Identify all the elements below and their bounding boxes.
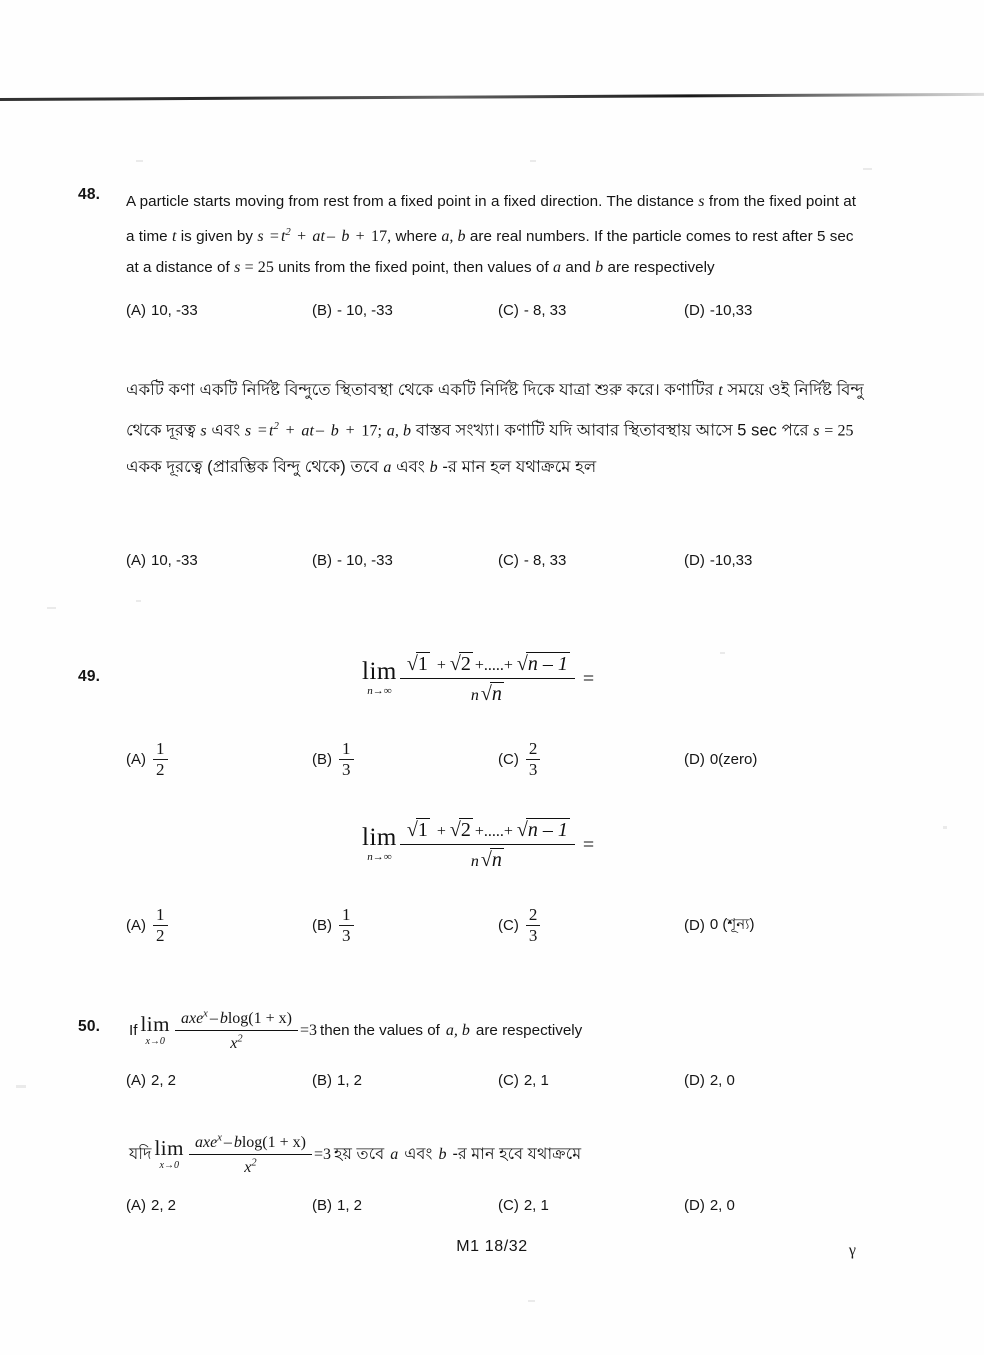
q50-en-option-b-label: (B) [312, 1072, 332, 1089]
sqrt-2-radicand-2: 2 [460, 819, 471, 841]
q50-en-option-a-value: 2, 2 [151, 1072, 177, 1089]
q48-bn-eq-b: b [330, 422, 339, 440]
question-49-options-bengali [126, 906, 886, 945]
limit-equals: = [582, 667, 595, 690]
q49-bn-option-a-numerator: 1 [156, 905, 165, 924]
q48-bn-l2c: বাস্তব সংখ্যা। কণাটি যদি আবার [415, 421, 620, 440]
numerator-ellipsis: +.....+ [474, 657, 513, 674]
q50-bn-option-c-value: 2, 1 [523, 1197, 549, 1214]
q48-en-l2d: are real numbers. If the [469, 228, 629, 246]
q50-en-option-c-value: 2, 1 [523, 1072, 549, 1089]
question-49-formula-english [362, 652, 594, 706]
q48-bn-l3c: -র মান হল [442, 458, 512, 477]
sqrt-n-minus-1-icon: √n – 1 [516, 819, 568, 841]
q48-en-option-c-label: (C) [498, 302, 519, 319]
q48-bn-eq-t: t [269, 422, 274, 440]
sqrt-n-icon: √n [480, 683, 502, 705]
q49-en-option-b-label: (B) [312, 750, 332, 768]
q48-bn-option-b-value: - 10, -33 [337, 552, 393, 569]
q50-bn-den-exponent: 2 [251, 1157, 257, 1169]
question-50-number: 50. [78, 1018, 101, 1035]
scan-speck [528, 1300, 535, 1302]
q50-en-num-exponent: x [203, 1008, 208, 1020]
q50-bn-option-d[interactable] [684, 1197, 874, 1214]
q50-en-limit-subscript: x→0 [145, 1035, 165, 1047]
question-48-bengali-text [126, 372, 868, 486]
sqrt-1-icon: √1 [406, 819, 428, 841]
limit-denominator-2 [400, 844, 575, 872]
q48-bn-option-b-label: (B) [312, 552, 332, 569]
q48-en-eq-t: t [280, 228, 286, 246]
limit-equals-2: = [582, 833, 595, 856]
q48-bn-option-a-label: (A) [126, 552, 146, 569]
q49-en-option-d-value: 0(zero) [709, 750, 758, 768]
q48-en-option-d-label: (D) [684, 302, 705, 319]
q48-bn-option-d-label: (D) [684, 552, 705, 569]
q49-bn-option-a-denominator: 2 [153, 925, 168, 945]
q48-en-eq-assign: = [269, 228, 279, 246]
q48-en-eq-plus1: + [297, 228, 307, 246]
q48-bn-eq-s: s [244, 422, 252, 440]
q48-bn-option-c-label: (C) [498, 552, 519, 569]
q50-bn-num-a: a [194, 1134, 203, 1151]
q48-en-option-a-label: (A) [126, 302, 146, 319]
sqrt-n-radicand: n [491, 683, 502, 705]
q49-bn-option-c[interactable] [498, 906, 684, 945]
sqrt-1-icon: √1 [406, 653, 428, 675]
q48-en-option-c[interactable] [498, 302, 684, 319]
q50-en-denominator [175, 1030, 298, 1053]
q48-bn-l3-eq: = 25 [824, 422, 854, 440]
q49-en-option-a-numerator: 1 [156, 739, 165, 758]
limit-subscript: n→∞ [367, 685, 392, 698]
q49-bn-option-c-numerator: 2 [528, 905, 538, 924]
q50-bn-numerator [189, 1132, 312, 1154]
q50-bn-var-b: b [438, 1145, 447, 1163]
q48-bn-option-c-value: - 8, 33 [523, 552, 567, 569]
q48-en-eq-plus2: + [355, 228, 365, 246]
q49-bn-option-b[interactable] [312, 906, 498, 945]
q48-en-eq-minus: – [326, 228, 336, 246]
q48-en-eq-t-exponent: 2 [285, 227, 291, 238]
q48-bn-eq-t-exponent: 2 [273, 421, 279, 432]
q50-bn-limit [154, 1132, 331, 1177]
q50-bn-and: এবং [404, 1145, 433, 1163]
q50-bn-suffix-a: হয় তবে [334, 1145, 385, 1163]
q48-en-l2b: is given by [180, 228, 254, 246]
scan-artifact-top-rule [0, 93, 984, 101]
q48-bn-var-s: s [200, 422, 207, 440]
q50-bn-limit-op-label: lim [154, 1135, 184, 1160]
q50-bn-option-d-value: 2, 0 [709, 1197, 735, 1214]
sqrt-1-radicand-2: 1 [417, 819, 428, 841]
q50-en-option-d-label: (D) [684, 1072, 705, 1089]
q49-en-option-c-numerator: 2 [528, 739, 538, 758]
q49-en-option-c-fraction [526, 740, 541, 779]
q50-en-option-c[interactable] [498, 1072, 684, 1089]
q48-en-vars-ab: a, b [441, 228, 466, 246]
sqrt-n-radicand-2: n [491, 849, 502, 871]
q48-bn-eq-plus2: + [345, 422, 355, 440]
q49-en-option-a-denominator: 2 [153, 759, 168, 779]
q50-en-limit [140, 1008, 317, 1053]
q48-en-option-d[interactable] [684, 302, 874, 319]
q48-en-l1a: A particle starts moving from rest from a fixed point in a fixed direction. The distance [126, 193, 694, 210]
q48-bn-l3-and: এবং [396, 458, 425, 477]
q48-bn-l1a: একটি কণা একটি নির্দিষ্ট বিন্দুতে স্থিতাবস্থা থেকে একটি নির্দিষ্ট দিকে যাত্রা শুরু করে। কণাটির [126, 381, 714, 399]
q48-bn-l3-var-s: s [813, 422, 820, 440]
limit-operator-2 [362, 825, 397, 864]
q49-en-option-d-label: (D) [684, 750, 705, 768]
q48-bn-l2b: এবং [211, 421, 241, 440]
q50-bn-num-minus: – [223, 1134, 232, 1151]
scan-speck [530, 160, 536, 162]
denominator-n-2: n [470, 853, 479, 870]
q48-en-option-a[interactable] [126, 302, 312, 319]
q50-bn-option-a[interactable] [126, 1197, 312, 1214]
q50-bn-num-xe: xe [202, 1134, 218, 1151]
sqrt-2-icon: √2 [449, 653, 471, 675]
q49-en-option-c-label: (C) [498, 750, 519, 768]
limit-numerator-2: √1 + √2 +.....+ √n – 1 [406, 819, 568, 841]
q50-en-num-a: a [180, 1010, 189, 1027]
q49-en-option-d[interactable] [684, 740, 874, 779]
q50-en-den-exponent: 2 [237, 1033, 243, 1045]
q50-bn-option-c-label: (C) [498, 1197, 519, 1214]
sqrt-n-icon: √n [480, 849, 502, 871]
q50-bn-suffix-b: -র মান হবে যথাক্রমে [452, 1145, 582, 1163]
q49-bn-option-c-fraction [526, 906, 541, 945]
q49-bn-option-b-denominator: 3 [339, 925, 354, 945]
q49-en-option-a[interactable] [126, 740, 312, 779]
q50-bn-option-b-label: (B) [312, 1197, 332, 1214]
q48-en-var-t: t [171, 228, 177, 246]
q50-bn-num-log: log(1 + x) [241, 1134, 306, 1151]
q48-bn-eq-const: 17; [361, 422, 383, 440]
q50-en-prefix: If [129, 1022, 138, 1039]
q49-bn-option-d-value: 0 (শূন্য) [709, 915, 755, 933]
question-48-options-english [126, 302, 886, 319]
q50-en-fraction [175, 1008, 298, 1053]
q49-en-option-a-label: (A) [126, 750, 146, 768]
q50-en-option-a[interactable] [126, 1072, 312, 1089]
q50-bn-option-c[interactable] [498, 1197, 684, 1214]
q48-bn-eq-plus1: + [285, 422, 295, 440]
q48-bn-option-a[interactable] [126, 552, 312, 569]
q48-en-l2c: where [395, 228, 438, 246]
q50-bn-var-a: a [390, 1145, 399, 1163]
q49-en-option-b-numerator: 1 [342, 739, 351, 758]
limit-denominator [400, 678, 575, 706]
q50-en-vars-ab: a, b [445, 1021, 470, 1039]
q48-bn-l3b: একক দূরত্বে (প্রারম্ভিক বিন্দু থেকে) তবে [126, 458, 379, 477]
q50-en-num-minus: – [209, 1010, 218, 1027]
q50-en-equals: =3 [299, 1021, 317, 1039]
q50-bn-option-a-value: 2, 2 [151, 1197, 177, 1214]
q50-en-num-log: log(1 + x) [227, 1010, 292, 1027]
q49-en-option-b-fraction [339, 740, 354, 779]
q50-bn-num-exponent: x [217, 1132, 222, 1144]
scan-speck [720, 652, 725, 654]
q50-bn-equals: =3 [313, 1145, 332, 1163]
q49-bn-option-b-fraction [339, 906, 354, 945]
q50-en-option-b-value: 1, 2 [337, 1072, 363, 1089]
q50-bn-denominator [189, 1154, 312, 1177]
q48-bn-l3-var-b: b [429, 459, 438, 477]
q49-en-option-c[interactable] [498, 740, 684, 779]
q50-en-option-d[interactable] [684, 1072, 874, 1089]
q49-bn-option-c-label: (C) [498, 916, 519, 934]
footer-page-code: M1 18/32 [456, 1238, 528, 1255]
q48-en-l4-var-a: a [553, 259, 562, 277]
q49-en-option-b-denominator: 3 [339, 759, 354, 779]
q50-bn-num-b: b [233, 1134, 242, 1151]
q48-en-option-d-value: -10,33 [709, 302, 753, 319]
q48-en-l4c: are respectively [607, 259, 715, 277]
q50-bn-option-b-value: 1, 2 [337, 1197, 363, 1214]
question-50-options-english [126, 1072, 886, 1089]
q48-bn-eq-minus: – [316, 422, 325, 440]
q50-bn-limit-subscript: x→0 [159, 1159, 179, 1171]
q48-en-l3a: particle comes to rest after 5 sec at a distance of [126, 228, 854, 277]
q48-en-option-a-value: 10, -33 [151, 302, 198, 319]
q48-bn-vars-ab: a, b [386, 422, 412, 440]
q48-bn-option-a-value: 10, -33 [151, 552, 198, 569]
q48-en-option-b-label: (B) [312, 302, 332, 319]
scan-speck [943, 826, 947, 829]
q48-bn-option-d[interactable] [684, 552, 874, 569]
q48-bn-l3-var-a: a [383, 459, 392, 477]
scan-speck [47, 607, 56, 609]
q50-bn-limit-operator [154, 1135, 184, 1172]
scan-speck [16, 1085, 26, 1088]
q50-en-suffix-b: are respectively [475, 1022, 583, 1039]
q48-en-option-c-value: - 8, 33 [523, 302, 567, 319]
q48-en-l3b: units from the fixed point, then values of [278, 259, 549, 277]
q49-bn-option-d[interactable] [684, 906, 874, 945]
q50-bn-fraction [189, 1132, 312, 1177]
q48-bn-option-c[interactable] [498, 552, 684, 569]
q48-bn-var-t: t [718, 382, 723, 399]
limit-numerator: √1 + √2 +.....+ √n – 1 [406, 653, 568, 675]
q50-en-option-d-value: 2, 0 [709, 1072, 735, 1089]
limit-operator [362, 659, 397, 698]
q48-en-l1b: from the [708, 193, 765, 210]
sqrt-2-icon: √2 [449, 819, 471, 841]
limit-op-label-2: lim [362, 824, 397, 852]
q48-en-option-b[interactable] [312, 302, 498, 319]
q50-en-option-c-label: (C) [498, 1072, 519, 1089]
q49-bn-option-a-fraction [153, 906, 168, 945]
question-48-number: 48. [78, 186, 101, 203]
q49-bn-option-a-label: (A) [126, 916, 146, 934]
q48-en-l3-eq: = 25 [244, 259, 274, 277]
question-49-formula-bengali [362, 818, 594, 872]
q48-en-eq-at: at [312, 228, 325, 246]
question-48-english-text [126, 186, 868, 283]
sqrt-n-minus-1-radicand-2: n – 1 [527, 819, 568, 841]
scan-speck [136, 600, 141, 602]
q48-bn-l1b: সময়ে [727, 381, 764, 399]
q48-bn-option-d-value: -10,33 [709, 552, 753, 569]
sqrt-n-minus-1-icon: √n – 1 [516, 653, 568, 675]
q49-en-option-a-fraction [153, 740, 168, 779]
q48-en-option-b-value: - 10, -33 [337, 302, 393, 319]
q50-en-option-b[interactable] [312, 1072, 498, 1089]
q49-bn-option-b-numerator: 1 [342, 905, 351, 924]
q48-en-var-s: s [698, 193, 705, 210]
q49-en-option-b[interactable] [312, 740, 498, 779]
q50-en-option-a-label: (A) [126, 1072, 146, 1089]
question-48-bengali [78, 372, 868, 486]
question-50-options-bengali [126, 1197, 886, 1214]
q48-bn-l3a: স্থিতাবস্থায় আসে 5 sec পরে [623, 421, 809, 440]
denominator-n: n [470, 687, 479, 704]
numerator-ellipsis-2: +.....+ [474, 823, 513, 840]
q49-en-option-c-denominator: 3 [526, 759, 541, 779]
q50-bn-option-b[interactable] [312, 1197, 498, 1214]
q49-bn-option-d-label: (D) [684, 916, 705, 934]
q48-en-eq-const: 17, [371, 228, 392, 246]
question-48 [78, 186, 868, 283]
q50-en-den-x: x [230, 1035, 238, 1052]
scan-speck [136, 160, 143, 162]
q50-bn-option-a-label: (A) [126, 1197, 146, 1214]
question-48-options-bengali [126, 552, 886, 569]
q50-en-num-xe: xe [188, 1010, 204, 1027]
q48-bn-eq-assign: = [257, 422, 268, 440]
q50-bn-option-d-label: (D) [684, 1197, 705, 1214]
limit-op-label: lim [362, 658, 397, 686]
q48-en-eq-b: b [341, 228, 350, 246]
q48-bn-l2a: ওই নির্দিষ্ট বিন্দু থেকে দূরত্ব [126, 381, 864, 440]
scan-speck [863, 168, 872, 170]
question-50-english-statement [126, 1008, 585, 1053]
q48-en-l3-var-s: s [234, 259, 241, 277]
q49-bn-option-a[interactable] [126, 906, 312, 945]
q50-bn-prefix: যদি [129, 1145, 152, 1163]
sqrt-n-minus-1-radicand: n – 1 [527, 653, 568, 675]
q50-en-num-b: b [219, 1010, 228, 1027]
limit-subscript-2: n→∞ [367, 851, 392, 864]
sqrt-1-radicand: 1 [417, 653, 428, 675]
limit-fraction [400, 652, 575, 706]
sqrt-2-radicand: 2 [460, 653, 471, 675]
question-49-number: 49. [78, 668, 101, 685]
footer-variant-mark: γ [848, 1242, 856, 1259]
q48-bn-l4: যথাক্রমে হল [515, 458, 597, 477]
question-49-options-english [126, 740, 886, 779]
question-50-bengali-statement [126, 1132, 584, 1177]
limit-fraction-2 [400, 818, 575, 872]
q49-bn-option-b-label: (B) [312, 916, 332, 934]
q50-en-suffix-a: then the values of [320, 1022, 440, 1039]
q50-en-limit-operator [140, 1011, 170, 1048]
q48-bn-eq-at: at [301, 422, 315, 440]
q50-bn-den-x: x [244, 1159, 252, 1176]
q49-bn-option-c-denominator: 3 [526, 925, 541, 945]
q48-en-l4-var-b: b [595, 259, 604, 277]
q48-bn-option-b[interactable] [312, 552, 498, 569]
q50-en-numerator [175, 1008, 298, 1030]
q48-en-l2a: fixed point at a time [126, 193, 857, 246]
q48-en-eq-s: s [257, 228, 264, 246]
q50-en-limit-op-label: lim [140, 1011, 170, 1036]
q48-en-l4-and: and [565, 259, 591, 277]
